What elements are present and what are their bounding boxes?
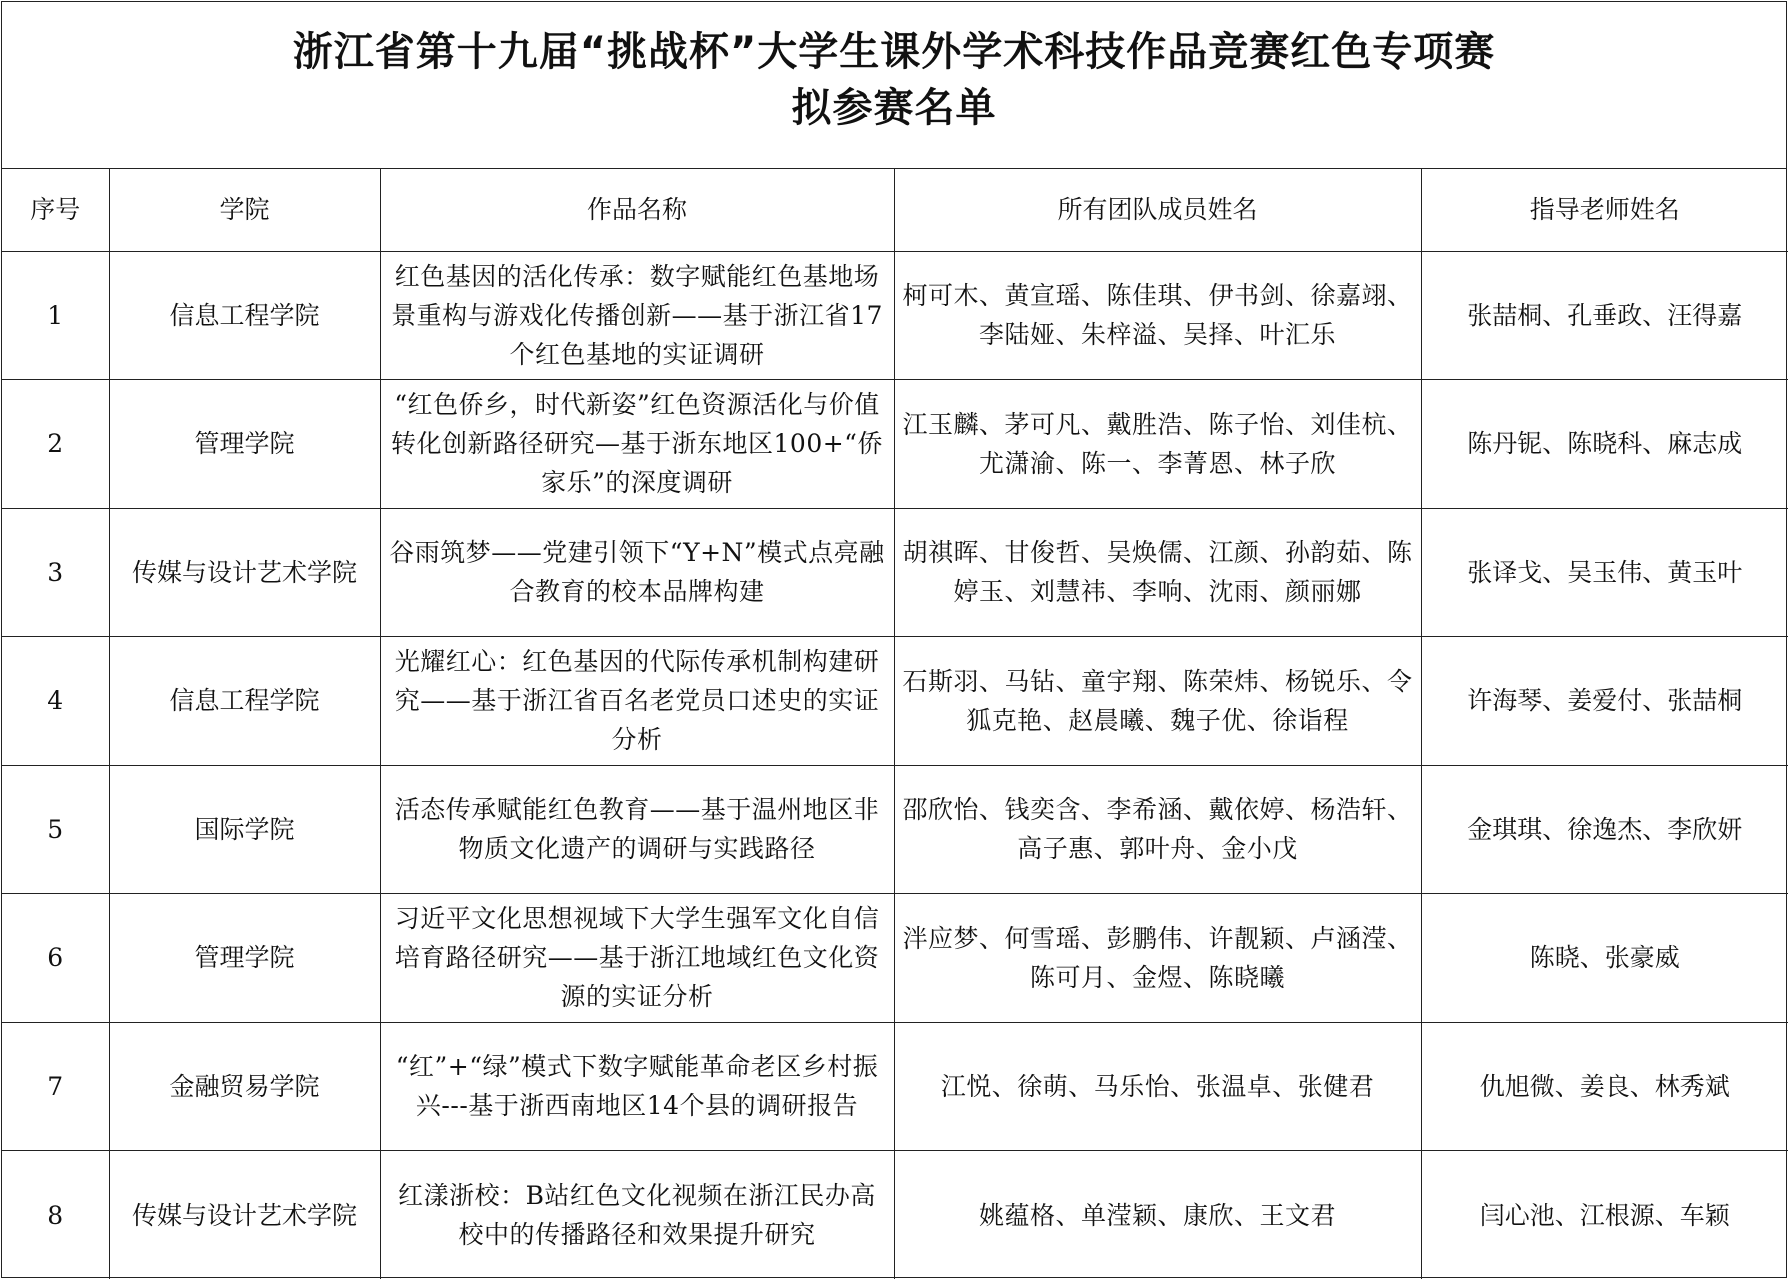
- row-college: 传媒与设计艺术学院: [109, 508, 380, 637]
- row-college: 金融贸易学院: [109, 1022, 380, 1151]
- row-college: 管理学院: [109, 894, 380, 1023]
- row-team-members: 江玉麟、茅可凡、戴胜浩、陈子怡、刘佳杭、尤潇渝、陈一、李菁恩、林子欣: [894, 380, 1421, 509]
- row-index: 4: [2, 637, 109, 766]
- row-work-title: 习近平文化思想视域下大学生强军文化自信培育路径研究——基于浙江地域红色文化资源的实证分析: [380, 894, 894, 1023]
- row-college: 信息工程学院: [109, 251, 380, 380]
- row-team-members: 泮应梦、何雪瑶、彭鹏伟、许靓颖、卢涵滢、陈可月、金煜、陈晓曦: [894, 894, 1421, 1023]
- row-advisors: 闫心池、江根源、车颖: [1421, 1151, 1788, 1280]
- row-advisors: 张喆桐、孔垂政、汪得嘉: [1421, 251, 1788, 380]
- table-row: [2, 508, 1788, 637]
- row-advisors: 陈晓、张豪威: [1421, 894, 1788, 1023]
- table-row: [2, 894, 1788, 1023]
- table-row: [2, 765, 1788, 894]
- row-work-title: “红色侨乡，时代新姿”红色资源活化与价值转化创新路径研究—基于浙东地区100+“侨家乐”的深度调研: [380, 380, 894, 509]
- row-work-title: 活态传承赋能红色教育——基于温州地区非物质文化遗产的调研与实践路径: [380, 765, 894, 894]
- row-team-members: 姚蕴格、单滢颖、康欣、王文君: [894, 1151, 1421, 1280]
- row-team-members: 石斯羽、马钻、童宇翔、陈荣炜、杨锐乐、令狐克艳、赵晨曦、魏子优、徐诣程: [894, 637, 1421, 766]
- document-subtitle: 拟参赛名单: [791, 85, 997, 131]
- table-row: [2, 1022, 1788, 1151]
- row-index: 1: [2, 251, 109, 380]
- row-team-members: 江悦、徐萌、马乐怡、张温卓、张健君: [894, 1022, 1421, 1151]
- row-index: 6: [2, 894, 109, 1023]
- row-advisors: 仇旭微、姜良、林秀斌: [1421, 1022, 1788, 1151]
- document-sheet: [1, 1, 1787, 1278]
- row-advisors: 许海琴、姜爱付、张喆桐: [1421, 637, 1788, 766]
- header-work-title: 作品名称: [380, 168, 894, 251]
- row-college: 管理学院: [109, 380, 380, 509]
- row-work-title: 红色基因的活化传承：数字赋能红色基地场景重构与游戏化传播创新——基于浙江省17个红色基地的实证调研: [380, 251, 894, 380]
- row-team-members: 柯可木、黄宣瑶、陈佳琪、伊书剑、徐嘉翊、李陆娅、朱梓溢、吴择、叶汇乐: [894, 251, 1421, 380]
- row-work-title: 光耀红心：红色基因的代际传承机制构建研究——基于浙江省百名老党员口述史的实证分析: [380, 637, 894, 766]
- row-college: 国际学院: [109, 765, 380, 894]
- header-index: 序号: [2, 168, 109, 251]
- header-team-members: 所有团队成员姓名: [894, 168, 1421, 251]
- table-row: [2, 1151, 1788, 1280]
- row-index: 3: [2, 508, 109, 637]
- row-work-title: 红漾浙校：B站红色文化视频在浙江民办高校中的传播路径和效果提升研究: [380, 1151, 894, 1280]
- header-advisors: 指导老师姓名: [1421, 168, 1788, 251]
- roster-table: [2, 168, 1788, 1279]
- row-college: 信息工程学院: [109, 637, 380, 766]
- row-team-members: 邵欣怡、钱奕含、李希涵、戴依婷、杨浩轩、高子惠、郭叶舟、金小戊: [894, 765, 1421, 894]
- row-advisors: 金琪琪、徐逸杰、李欣妍: [1421, 765, 1788, 894]
- row-team-members: 胡祺晖、甘俊哲、吴焕儒、江颜、孙韵茹、陈婷玉、刘慧祎、李响、沈雨、颜丽娜: [894, 508, 1421, 637]
- row-advisors: 陈丹铌、陈晓科、麻志成: [1421, 380, 1788, 509]
- table-row: [2, 380, 1788, 509]
- table-header-row: [2, 168, 1788, 251]
- table-row: [2, 251, 1788, 380]
- table-row: [2, 637, 1788, 766]
- document-title: 浙江省第十九届“挑战杯”大学生课外学术科技作品竞赛红色专项赛: [292, 29, 1496, 75]
- row-index: 5: [2, 765, 109, 894]
- row-index: 2: [2, 380, 109, 509]
- title-block: [2, 2, 1786, 169]
- row-index: 8: [2, 1151, 109, 1280]
- row-college: 传媒与设计艺术学院: [109, 1151, 380, 1280]
- row-work-title: 谷雨筑梦——党建引领下“Y+N”模式点亮融合教育的校本品牌构建: [380, 508, 894, 637]
- row-index: 7: [2, 1022, 109, 1151]
- row-work-title: “红”+“绿”模式下数字赋能革命老区乡村振兴---基于浙西南地区14个县的调研报告: [380, 1022, 894, 1151]
- row-advisors: 张译戈、吴玉伟、黄玉叶: [1421, 508, 1788, 637]
- header-college: 学院: [109, 168, 380, 251]
